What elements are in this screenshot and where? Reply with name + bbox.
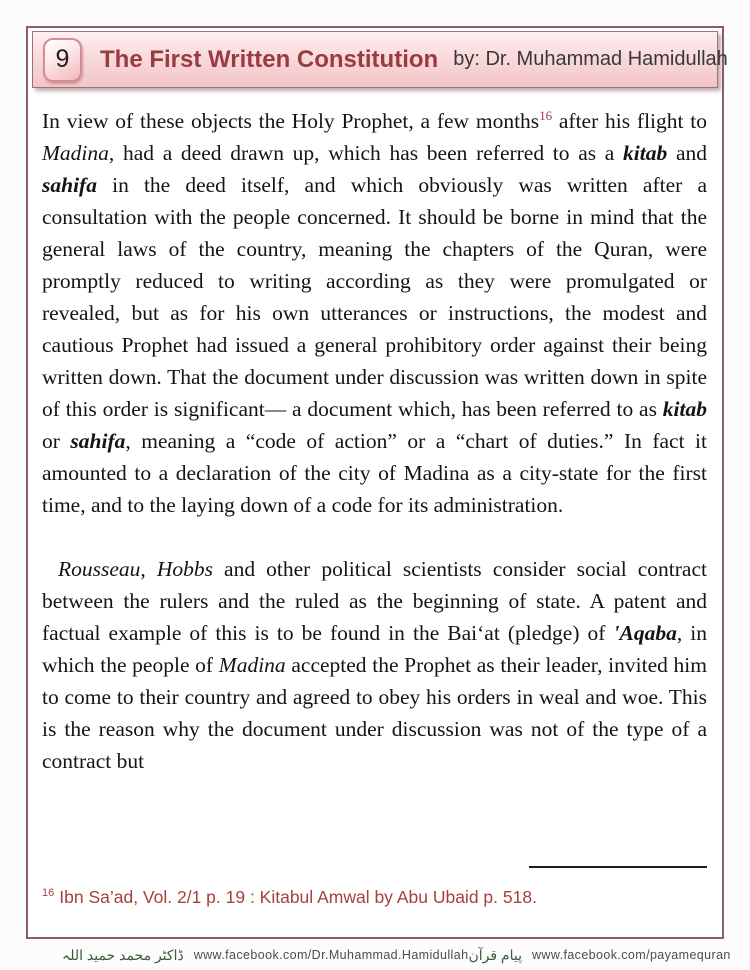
body-text <box>42 105 707 777</box>
footnote <box>42 884 707 910</box>
footer-right-group <box>468 947 730 964</box>
chapter-header <box>32 31 728 88</box>
page-footer <box>0 940 750 970</box>
paragraph-2: Rousseau, Hobbs and other political scientists consider social contract between the rulers and the ruled as the beginning of state. A patent and factual example of this is to be found in the Bai‘at (pledge) of 'Aqaba, in which the people of Madina accepted the Prophet as their leader, invited him to come to their country and agreed to obey his orders in weal and woe. This is the reason why the document under discussion was not of the type of a contract but <box>42 557 707 773</box>
paragraph-1: In view of these objects the Holy Prophet, a few months$^{16}$ after his flight to Madina, had a deed drawn up, which has been referred to as a kitab and sahifa in the deed itself, and which obviously was written after a consultation with the people concerned. It should be borne in mind that the general laws of the country, meaning the chapters of the Quran, were promptly reduced to writing according as they were promulgated or revealed, but as for his own utterances or instructions, the modest and cautious Prophet had issued a general prohibitory order against their being written down. That the document under discussion was written down in spite of this order is significant— a document which, has been referred to as kitab or sahifa, meaning a “code of action” or a “chart of duties.” In fact it amounted to a declaration of the city of Madina as a city-state for the first time, and to the laying down of a code for its administration. <box>42 108 708 517</box>
facebook-url-payamequran: www.facebook.com/payamequran <box>531 948 731 962</box>
payam-quran-calligraphy: پیام قرآن <box>468 946 522 963</box>
chapter-title: The First Written Constitution <box>100 45 439 73</box>
author-name-calligraphy: ڈاکٹر محمد حمید اللہ <box>62 946 184 963</box>
facebook-url-author: www.facebook.com/Dr.Muhammad.Hamidullah <box>193 948 469 962</box>
footnote-text: Ibn Sa’ad, Vol. 2/1 p. 19 : Kitabul Amwal by Abu Ubaid p. 518. <box>59 887 537 907</box>
page-number-badge <box>43 38 82 82</box>
document-page <box>26 26 728 939</box>
author-byline: by: Dr. Muhammad Hamidullah <box>453 48 728 70</box>
footer-left-group <box>62 947 468 964</box>
page-number: 9 <box>55 45 70 73</box>
footnote-marker: 16 <box>42 887 55 900</box>
footnote-separator-rule <box>529 866 707 868</box>
